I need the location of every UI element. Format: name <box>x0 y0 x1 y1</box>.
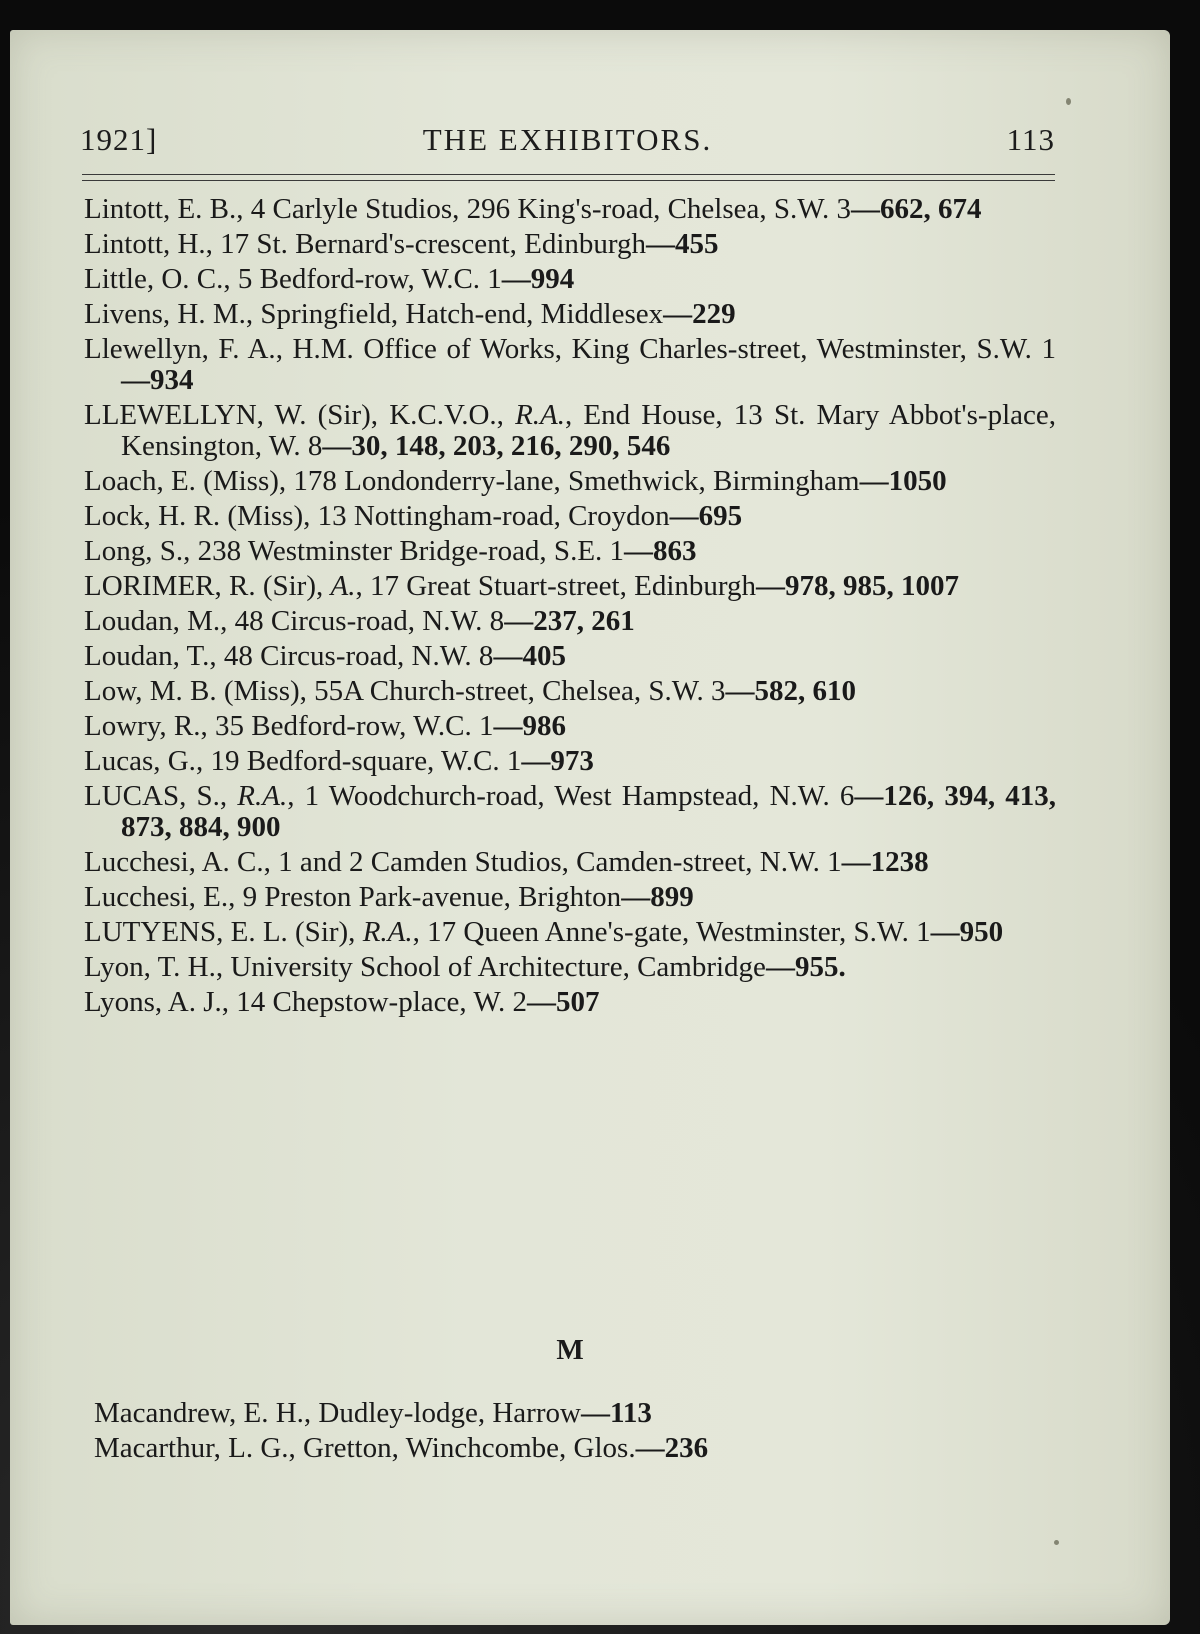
exhibitor-address: , H.M. Office of Works, King Charles-street, Westminster, S.W. 1 <box>275 333 1056 365</box>
exhibitor-entry <box>84 571 1056 602</box>
exhibitor-entry <box>84 299 1056 330</box>
exhibitor-entry <box>84 746 1056 777</box>
exhibitor-entry <box>84 676 1056 707</box>
exhibitor-address: , Dudley-lodge, Harrow <box>303 1397 581 1429</box>
exhibitor-name: Lucchesi, A. C. <box>84 846 264 878</box>
section-letter-m: M <box>556 1334 584 1366</box>
exhibitor-address: , 17 St. Bernard's-crescent, Edinburgh <box>205 228 647 260</box>
exhibitor-address: , 178 Londonderry-lane, Smethwick, Birmingham <box>278 465 860 497</box>
header-rule-bottom <box>82 180 1055 181</box>
book-page <box>10 30 1170 1625</box>
exhibitor-name: Livens, H. M. <box>84 298 246 330</box>
catalogue-numbers: —899 <box>621 881 694 913</box>
catalogue-numbers: —955. <box>765 951 846 983</box>
exhibitor-entry <box>84 882 1056 913</box>
catalogue-numbers: —236 <box>635 1432 709 1464</box>
exhibitor-address: , 19 Bedford-square, W.C. 1 <box>195 745 522 777</box>
catalogue-numbers: —405 <box>493 640 566 672</box>
exhibitor-name: Low, M. B. (Miss) <box>84 675 300 707</box>
academy-title: R.A. <box>362 916 413 948</box>
exhibitor-entry <box>84 917 1056 948</box>
exhibitor-name: LUCAS, S., <box>84 780 238 812</box>
academy-title: R.A. <box>237 780 288 812</box>
catalogue-numbers: —1050 <box>859 465 947 497</box>
catalogue-numbers: —934 <box>121 364 194 396</box>
academy-title: R.A. <box>515 399 565 431</box>
exhibitor-list-m <box>94 1398 1054 1468</box>
exhibitor-address: , 48 Circus-road, N.W. 8 <box>220 605 505 637</box>
catalogue-numbers: —986 <box>493 710 566 742</box>
catalogue-numbers: —994 <box>501 263 575 295</box>
exhibitor-name: Llewellyn, F. A. <box>84 333 276 365</box>
catalogue-numbers: —1238 <box>841 846 929 878</box>
exhibitor-address: , 17 Great Stuart-street, Edinburgh <box>355 570 757 602</box>
exhibitor-address: , 9 Preston Park-avenue, Brighton <box>228 881 622 913</box>
catalogue-numbers: —126, 394, 413, 873, 884, 900 <box>121 780 1056 843</box>
page-number: 113 <box>1006 122 1055 157</box>
exhibitor-address: , 13 Nottingham-road, Croydon <box>303 500 670 532</box>
exhibitor-address: , 35 Bedford-row, W.C. 1 <box>200 710 494 742</box>
catalogue-numbers: —695 <box>669 500 743 532</box>
exhibitor-entry <box>84 466 1056 497</box>
exhibitor-name: Loudan, T. <box>84 640 210 672</box>
exhibitor-name: Lintott, H. <box>84 228 206 260</box>
exhibitor-entry <box>84 711 1056 742</box>
exhibitor-name: LLEWELLYN, W. (Sir), K.C.V.O., <box>84 399 516 431</box>
running-head <box>80 122 1055 162</box>
exhibitor-name: Little, O. C. <box>84 263 224 295</box>
exhibitor-address: , 238 Westminster Bridge-road, S.E. 1 <box>183 535 625 567</box>
catalogue-numbers: —978, 985, 1007 <box>756 570 960 602</box>
exhibitor-address: , 4 Carlyle Studios, 296 King's-road, Chelsea, S.W. 3 <box>236 193 851 225</box>
header-year: 1921] <box>80 122 158 157</box>
exhibitor-name: Lucchesi, E. <box>84 881 229 913</box>
ink-speck <box>1066 98 1071 105</box>
exhibitor-entry <box>84 606 1056 637</box>
exhibitor-entry <box>84 781 1056 843</box>
exhibitor-entry <box>84 194 1056 225</box>
catalogue-numbers: —30, 148, 203, 216, 290, 546 <box>322 430 671 462</box>
exhibitor-entry <box>94 1398 1054 1429</box>
exhibitor-name: Lyon, T. H. <box>84 951 216 983</box>
catalogue-numbers: —237, 261 <box>504 605 635 637</box>
exhibitor-address: , Springfield, Hatch-end, Middlesex <box>245 298 664 330</box>
exhibitor-entry <box>84 847 1056 878</box>
academy-title: A. <box>330 570 356 602</box>
catalogue-numbers: —950 <box>930 916 1004 948</box>
exhibitor-name: Lyons, A. J. <box>84 986 222 1018</box>
exhibitor-address: , 1 Woodchurch-road, West Hampstead, N.W. 6 <box>287 780 855 812</box>
exhibitor-address: , End House, 13 St. Mary Abbot's-place, Kensington, W. 8 <box>121 399 1057 462</box>
exhibitor-name: Macandrew, E. H. <box>94 1397 304 1429</box>
catalogue-numbers: —863 <box>624 535 697 567</box>
exhibitor-entry <box>84 641 1056 672</box>
catalogue-numbers: —229 <box>663 298 736 330</box>
header-rule-top <box>82 174 1055 175</box>
header-title: THE EXHIBITORS. <box>422 122 713 157</box>
exhibitor-list-l <box>84 194 1056 1022</box>
exhibitor-entry <box>84 264 1056 295</box>
exhibitor-address: , 17 Queen Anne's-gate, Westminster, S.W. 1 <box>412 916 931 948</box>
exhibitor-name: Loach, E. (Miss) <box>84 465 279 497</box>
exhibitor-name: Lowry, R. <box>84 710 201 742</box>
exhibitor-name: Long, S. <box>84 535 184 567</box>
catalogue-numbers: —455 <box>646 228 719 260</box>
exhibitor-name: Lucas, G. <box>84 745 196 777</box>
exhibitor-address: , 55A Church-street, Chelsea, S.W. 3 <box>299 675 726 707</box>
exhibitor-address: , 5 Bedford-row, W.C. 1 <box>223 263 502 295</box>
catalogue-numbers: —662, 674 <box>850 193 982 225</box>
exhibitor-address: , Gretton, Winchcombe, Glos. <box>288 1432 636 1464</box>
exhibitor-name: Loudan, M. <box>84 605 221 637</box>
ink-speck <box>1054 1540 1059 1545</box>
catalogue-numbers: —507 <box>527 986 600 1018</box>
exhibitor-entry <box>84 334 1056 396</box>
exhibitor-name: Lintott, E. B. <box>84 193 237 225</box>
exhibitor-entry <box>84 501 1056 532</box>
exhibitor-address: , University School of Architecture, Cambridge <box>215 951 766 983</box>
exhibitor-entry <box>94 1433 1054 1464</box>
exhibitor-entry <box>84 229 1056 260</box>
exhibitor-name: Macarthur, L. G. <box>94 1432 289 1464</box>
exhibitor-entry <box>84 952 1056 983</box>
exhibitor-entry <box>84 987 1056 1018</box>
exhibitor-address: , 48 Circus-road, N.W. 8 <box>209 640 494 672</box>
exhibitor-name: LORIMER, R. (Sir), <box>84 570 331 602</box>
exhibitor-name: Lock, H. R. (Miss) <box>84 500 304 532</box>
catalogue-numbers: —113 <box>580 1397 652 1429</box>
exhibitor-entry <box>84 400 1056 462</box>
catalogue-numbers: —973 <box>521 745 594 777</box>
exhibitor-entry <box>84 536 1056 567</box>
exhibitor-name: LUTYENS, E. L. (Sir), <box>84 916 363 948</box>
exhibitor-address: , 14 Chepstow-place, W. 2 <box>221 986 528 1018</box>
catalogue-numbers: —582, 610 <box>725 675 856 707</box>
exhibitor-address: , 1 and 2 Camden Studios, Camden-street, N.W. 1 <box>263 846 842 878</box>
